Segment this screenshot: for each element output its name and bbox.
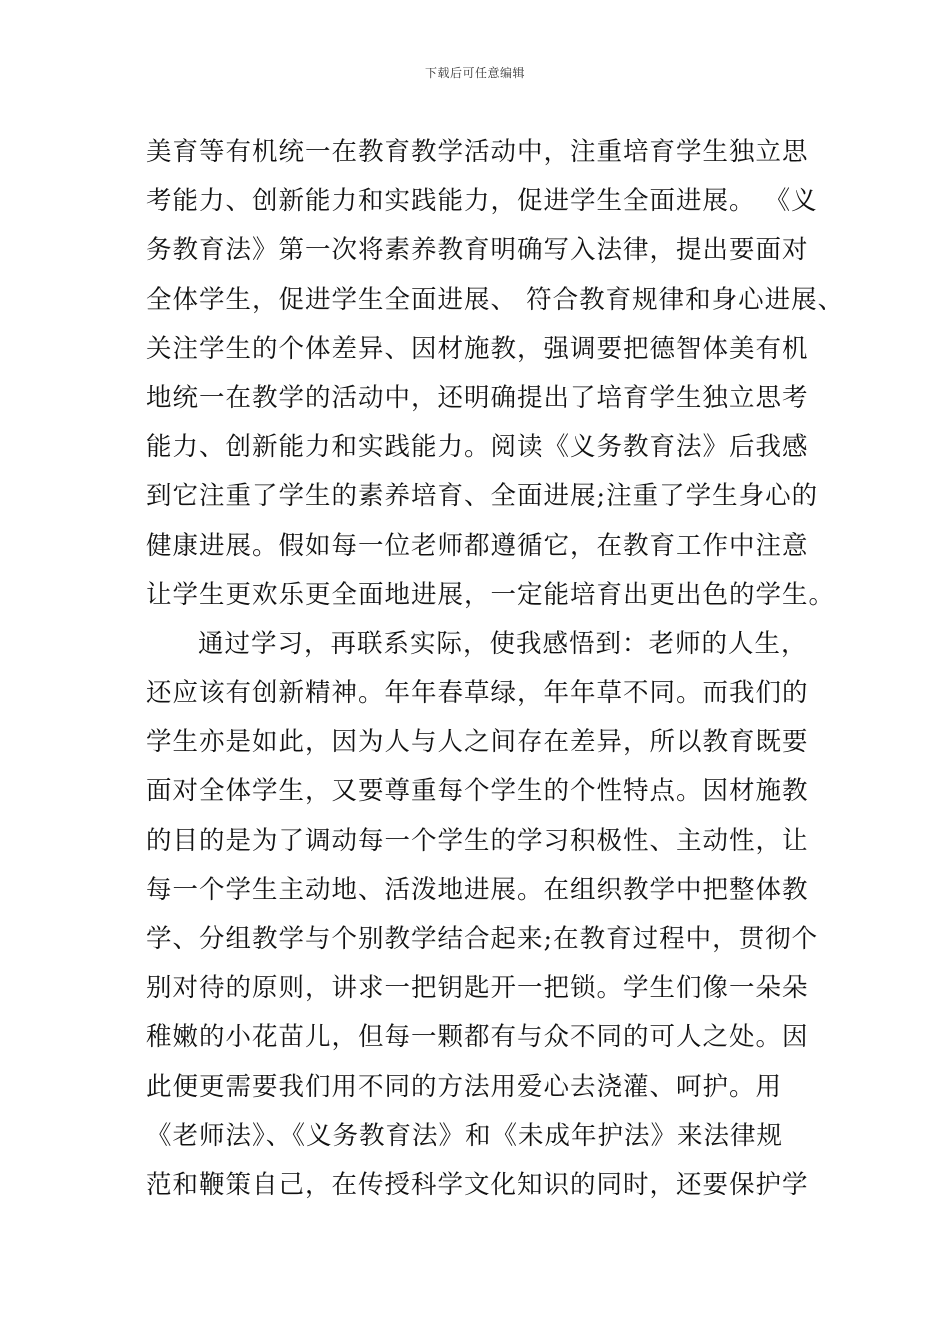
text-line: 全体学生，促进学生全面进展、 符合教育规律和身心进展、 — [146, 284, 845, 315]
text-line: 每一个学生主动地、活泼地进展。在组织教学中把整体教 — [146, 874, 809, 905]
text-line: 别对待的原则，讲求一把钥匙开一把锁。学生们像一朵朵 — [146, 973, 809, 1004]
text-line: 到它注重了学生的素养培育、全面进展;注重了学生身心的 — [146, 481, 819, 512]
text-line: 《老师法》、《义务教育法》和《未成年护法》来法律规 — [146, 1120, 784, 1151]
text-line: 让学生更欢乐更全面地进展，一定能培育出更出色的学生。 — [146, 579, 836, 610]
text-line: 美育等有机统一在教育教学活动中，注重培育学生独立思 — [146, 137, 809, 167]
text-line: 范和鞭策自己，在传授科学文化知识的同时，还要保护学 — [146, 1169, 809, 1200]
text-line: 面对全体学生，又要尊重每个学生的个性特点。因材施教 — [146, 776, 809, 807]
text-line: 的目的是为了调动每一个学生的学习积极性、主动性，让 — [146, 825, 809, 856]
text-line: 稚嫩的小花苗儿，但每一颗都有与众不同的可人之处。因 — [146, 1022, 809, 1053]
paragraph-start-line: 通过学习，再联系实际，使我感悟到：老师的人生， — [198, 628, 808, 659]
page-header: 下载后可任意编辑 — [424, 66, 525, 80]
text-line: 地统一在教学的活动中，还明确提出了培育学生独立思考 — [146, 382, 809, 413]
text-line: 此便更需要我们用不同的方法用爱心去浇灌、呵护。用 — [146, 1071, 783, 1102]
body-text — [146, 128, 846, 1210]
text-line: 学生亦是如此，因为人与人之间存在差异，所以教育既要 — [146, 727, 809, 758]
text-line: 考能力、创新能力和实践能力，促进学生全面进展。 《义 — [146, 186, 818, 217]
text-line: 务教育法》第一次将素养教育明确写入法律，提出要面对 — [146, 235, 809, 266]
text-line: 健康进展。假如每一位老师都遵循它，在教育工作中注意 — [146, 530, 809, 561]
text-line: 关注学生的个体差异、因材施教，强调要把德智体美有机 — [146, 333, 809, 364]
text-line: 能力、创新能力和实践能力。阅读《义务教育法》后我感 — [146, 432, 809, 463]
text-line: 学、分组教学与个别教学结合起来;在教育过程中，贯彻个 — [146, 924, 819, 954]
text-line: 还应该有创新精神。年年春草绿，年年草不同。而我们的 — [146, 678, 809, 709]
